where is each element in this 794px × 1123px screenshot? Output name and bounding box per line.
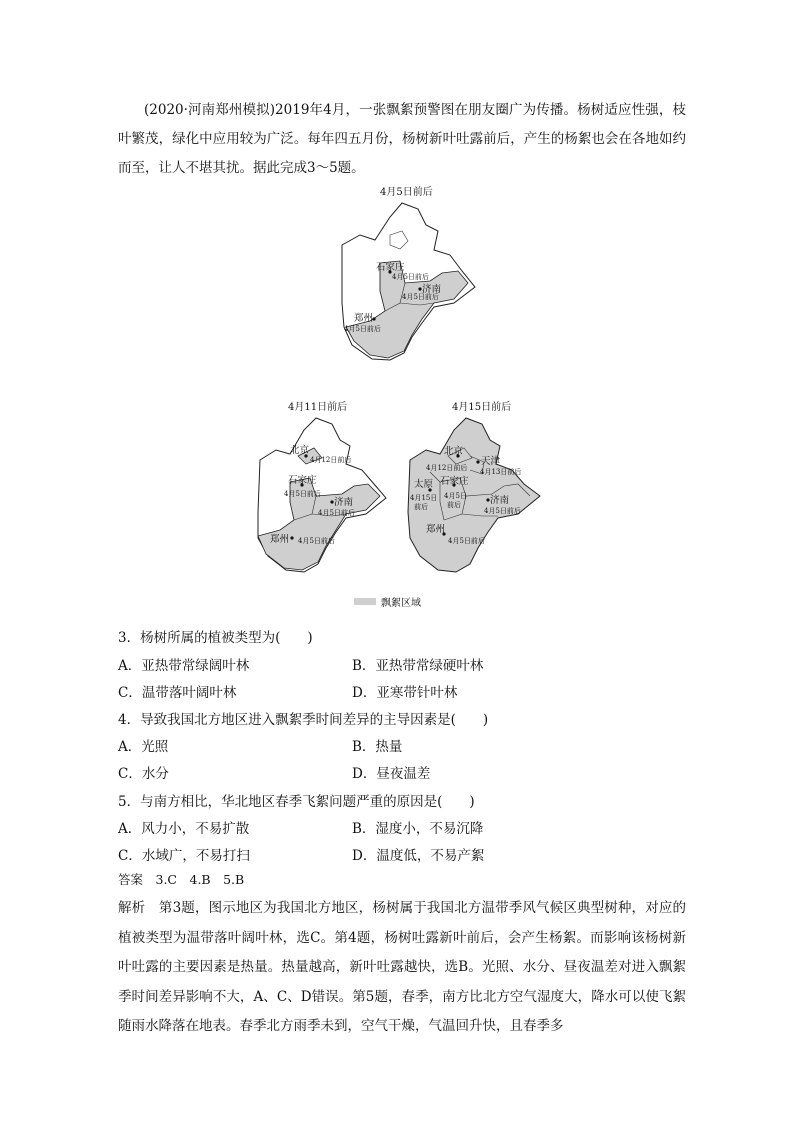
map3-label: 4月5日前后 [448, 537, 485, 545]
map2-north-china [250, 412, 395, 582]
map2-city-zhengzhou: 郑州 [270, 534, 290, 545]
map-legend [354, 594, 421, 609]
analysis-paragraph [118, 894, 686, 1042]
map3-label: 4月13日前后 [480, 468, 522, 476]
question-5-option-c[interactable]: C．水域广，不易打扫 [118, 848, 250, 864]
map2-title: 4月11日前后 [288, 402, 348, 413]
map1-city-jinan: 济南 [422, 284, 442, 295]
map3-city-taiyuan: 太原 [414, 479, 434, 490]
map3-city-zhengzhou: 郑州 [426, 524, 446, 535]
question-4-option-d[interactable]: D．昼夜温差 [352, 766, 431, 782]
map3-label: 4月5日 [444, 492, 467, 500]
legend-swatch [354, 598, 376, 605]
intro-paragraph [118, 96, 686, 183]
map3-label: 4月5日前后 [484, 507, 521, 515]
map1-north-china [330, 195, 490, 370]
map3-city-tianjin: 天津 [481, 456, 501, 467]
analysis-text: 解析 第3题，图示地区为我国北方地区，杨树属于我国北方温带季风气候区典型树种，对应的植被类型为温带落叶阔叶林，选C。第4题，杨树吐露新叶前后，会产生杨絮。而影响该杨树新叶吐露的主要因素是热量。热量越高，新叶吐露越快，选B。光照、水分、昼夜温差对进入飘絮季时间差异影响不大，A、C、D错误。第5题，春季，南方比北方空气湿度大，降水可以使飞絮随雨水降落在地表。春季北方雨季未到，空气干燥，气温回升快，且春季多 [118, 900, 686, 1034]
map2-city-jinan: 济南 [334, 497, 354, 508]
map1-city-shijiazhuang: 石家庄 [376, 262, 405, 273]
map1-label: 4月5日前后 [392, 273, 429, 281]
question-3-option-b[interactable]: B．亚热带常绿硬叶林 [352, 658, 484, 674]
question-3-option-a[interactable]: A．亚热带常绿阔叶林 [118, 658, 250, 674]
map1-title: 4月5日前后 [380, 187, 433, 198]
intro-text: (2020·河南郑州模拟)2019年4月，一张飘絮预警图在朋友圈广为传播。杨树适应性强，枝叶繁茂，绿化中应用较为广泛。每年四五月份，杨树新叶吐露前后，产生的杨絮也会在各地如约而至，让人不堪其扰。据此完成3～5题。 [118, 102, 686, 176]
map2-city-dot [290, 536, 293, 539]
question-5-option-d[interactable]: D．温度低，不易产絮 [352, 848, 485, 864]
map3-label: 4月12日前后 [426, 464, 468, 472]
map3-title: 4月15日前后 [452, 402, 512, 413]
map3-north-china [400, 412, 550, 582]
map3-label: 前后 [447, 501, 461, 509]
map2-city-beijing: 北京 [290, 445, 310, 456]
map3-city-beijing: 北京 [444, 446, 464, 457]
answer-line: 答案 3.C 4.B 5.B [118, 872, 245, 887]
question-4-stem: 4．导致我国北方地区进入飘絮季时间差异的主导因素是( ) [118, 712, 489, 728]
map3-label: 4月15日 [410, 494, 438, 502]
question-5-option-a[interactable]: A．风力小，不易扩散 [118, 821, 250, 837]
question-3-option-c[interactable]: C．温带落叶阔叶林 [118, 685, 237, 701]
question-5-option-b[interactable]: B．湿度小，不易沉降 [352, 821, 484, 837]
map3-label: 前后 [414, 503, 428, 511]
question-4-option-b[interactable]: B．热量 [352, 739, 403, 755]
map3-city-shijiazhuang: 石家庄 [440, 476, 469, 487]
map1-label: 4月5日前后 [402, 293, 439, 301]
map1-city-zhengzhou: 郑州 [354, 313, 374, 324]
map3-city-dot [476, 460, 479, 463]
question-3-option-d[interactable]: D．亚寒带针叶林 [352, 685, 458, 701]
map1-label: 4月5日前后 [344, 325, 381, 333]
question-4-option-c[interactable]: C．水分 [118, 766, 169, 782]
map2-label: 4月5日前后 [298, 537, 335, 545]
question-5-stem: 5．与南方相比，华北地区春季飞絮问题严重的原因是( ) [118, 794, 475, 810]
legend-label: 飘絮区域 [381, 598, 421, 609]
map2-label: 4月5日前后 [284, 490, 321, 498]
map2-label: 4月12日前后 [310, 456, 352, 464]
map2-city-shijiazhuang: 石家庄 [288, 475, 317, 486]
map2-label: 4月5日前后 [318, 509, 355, 517]
question-3-stem: 3．杨树所属的植被类型为( ) [118, 630, 313, 646]
question-4-option-a[interactable]: A．光照 [118, 739, 169, 755]
map3-city-jinan: 济南 [490, 495, 510, 506]
